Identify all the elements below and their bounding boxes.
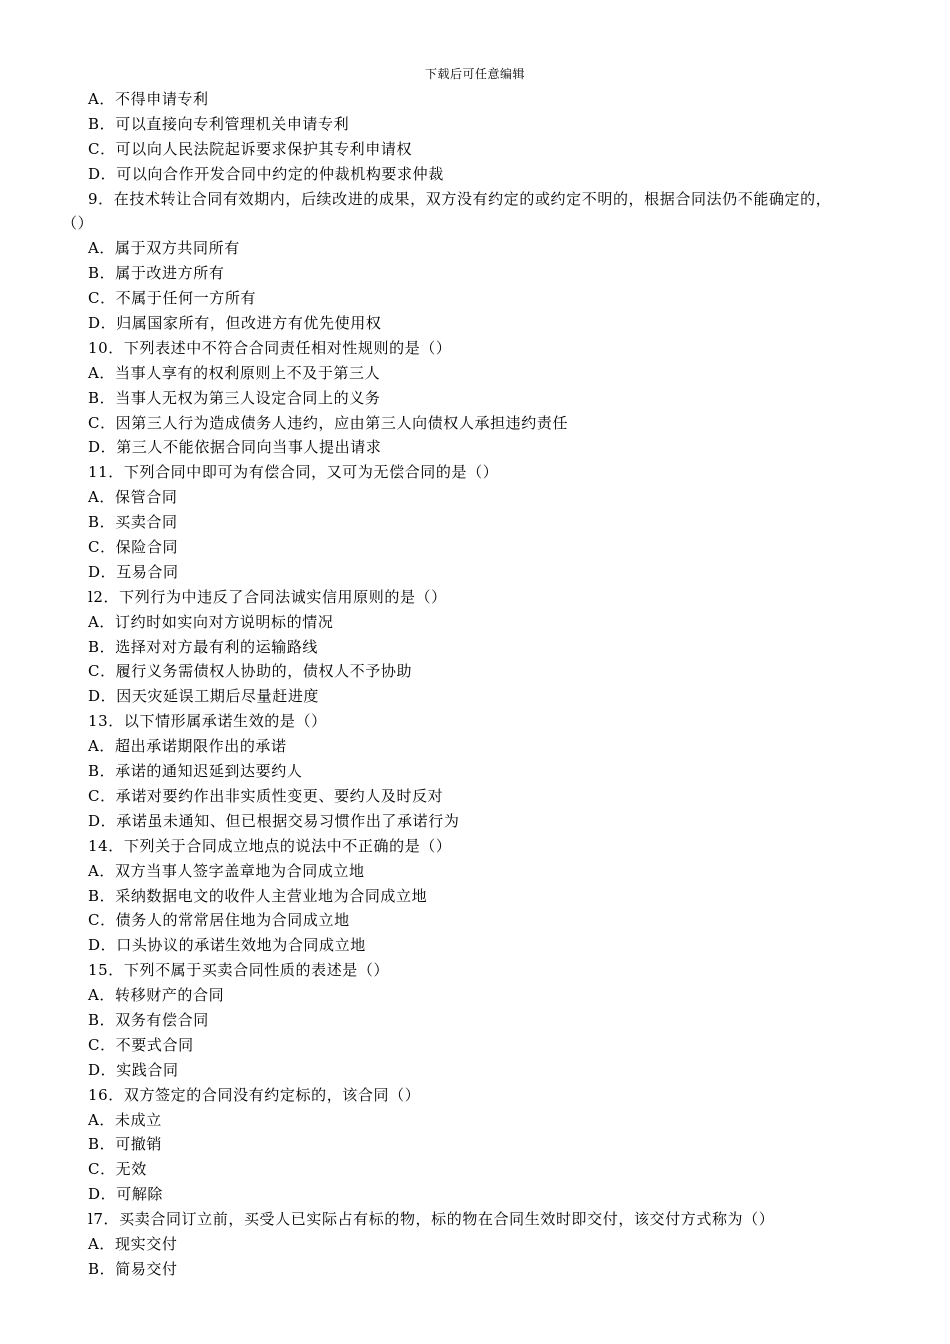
text-line: B．选择对对方最有利的运输路线: [88, 637, 319, 656]
text-line: D．实践合同: [88, 1060, 179, 1079]
question-16: 16．双方签定的合同没有约定标的，该合同（）: [88, 1085, 421, 1104]
question-11: 11．下列合同中即可为有偿合同，又可为无偿合同的是（）: [88, 463, 499, 482]
text-line: C．履行义务需债权人协助的，债权人不予协助: [88, 662, 413, 681]
text-line: A．超出承诺期限作出的承诺: [88, 737, 287, 756]
text-line: A．当事人享有的权利原则上不及于第三人: [88, 363, 381, 382]
text-line: C．不要式合同: [88, 1035, 194, 1054]
text-line: D．可解除: [88, 1185, 164, 1204]
text-line: C．可以向人民法院起诉要求保护其专利申请权: [88, 139, 413, 158]
text-line: B．当事人无权为第三人设定合同上的义务: [88, 388, 381, 407]
text-line: D．归属国家所有，但改进方有优先使用权: [88, 314, 382, 333]
text-line: B．属于改进方所有: [88, 264, 225, 283]
text-line: B．可撤销: [88, 1135, 163, 1154]
page-header: 下载后可任意编辑: [424, 67, 525, 81]
text-line: C．因第三人行为造成债务人违约，应由第三人向债权人承担违约责任: [88, 413, 569, 432]
text-line: B．双务有偿合同: [88, 1010, 209, 1029]
text-line: D．互易合同: [88, 562, 179, 581]
text-line: C．债务人的常常居住地为合同成立地: [88, 911, 350, 930]
text-line: B．可以直接向专利管理机关申请专利: [88, 114, 350, 133]
question-15: 15．下列不属于买卖合同性质的表述是（）: [88, 961, 390, 980]
question-9-continuation: （）: [62, 214, 94, 233]
text-line: A．属于双方共同所有: [88, 239, 240, 258]
text-line: B．简易交付: [88, 1259, 178, 1278]
text-line: C．承诺对要约作出非实质性变更、要约人及时反对: [88, 786, 444, 805]
text-line: B．买卖合同: [88, 513, 178, 532]
document-body: [62, 87, 892, 1282]
text-line: D．第三人不能依据合同向当事人提出请求: [88, 438, 382, 457]
text-line: A．保管合同: [88, 488, 178, 507]
text-line: C．不属于任何一方所有: [88, 289, 257, 308]
text-line: C．保险合同: [88, 538, 179, 557]
question-10: 10．下列表述中不符合合同责任相对性规则的是（）: [88, 338, 452, 357]
question-14: 14．下列关于合同成立地点的说法中不正确的是（）: [88, 836, 452, 855]
question-13: 13．以下情形属承诺生效的是（）: [88, 712, 327, 731]
text-line: B．承诺的通知迟延到达要约人: [88, 762, 303, 781]
question-17: l7．买卖合同订立前，买受人已实际占有标的物，标的物在合同生效时即交付，该交付方式称为（）: [88, 1210, 775, 1229]
text-line: D．承诺虽未通知、但已根据交易习惯作出了承诺行为: [88, 811, 460, 830]
question-9: 9．在技术转让合同有效期内，后续改进的成果，双方没有约定的或约定不明的，根据合同法仍不能确定的，: [88, 189, 832, 208]
text-line: A．未成立: [88, 1110, 162, 1129]
text-line: A．转移财产的合同: [88, 986, 225, 1005]
text-line: A．订约时如实向对方说明标的情况: [88, 612, 334, 631]
text-line: A．现实交付: [88, 1234, 178, 1253]
text-line: C．无效: [88, 1160, 147, 1179]
text-line: D．可以向合作开发合同中约定的仲裁机构要求仲裁: [88, 164, 444, 183]
text-line: D．因天灾延误工期后尽量赶进度: [88, 687, 320, 706]
text-line: B．采纳数据电文的收件人主营业地为合同成立地: [88, 886, 428, 905]
text-line: A．双方当事人签字盖章地为合同成立地: [88, 861, 365, 880]
text-line: D．口头协议的承诺生效地为合同成立地: [88, 936, 366, 955]
text-line: A．不得申请专利: [88, 90, 209, 108]
question-12: l2．下列行为中违反了合同法诚实信用原则的是（）: [88, 587, 447, 606]
